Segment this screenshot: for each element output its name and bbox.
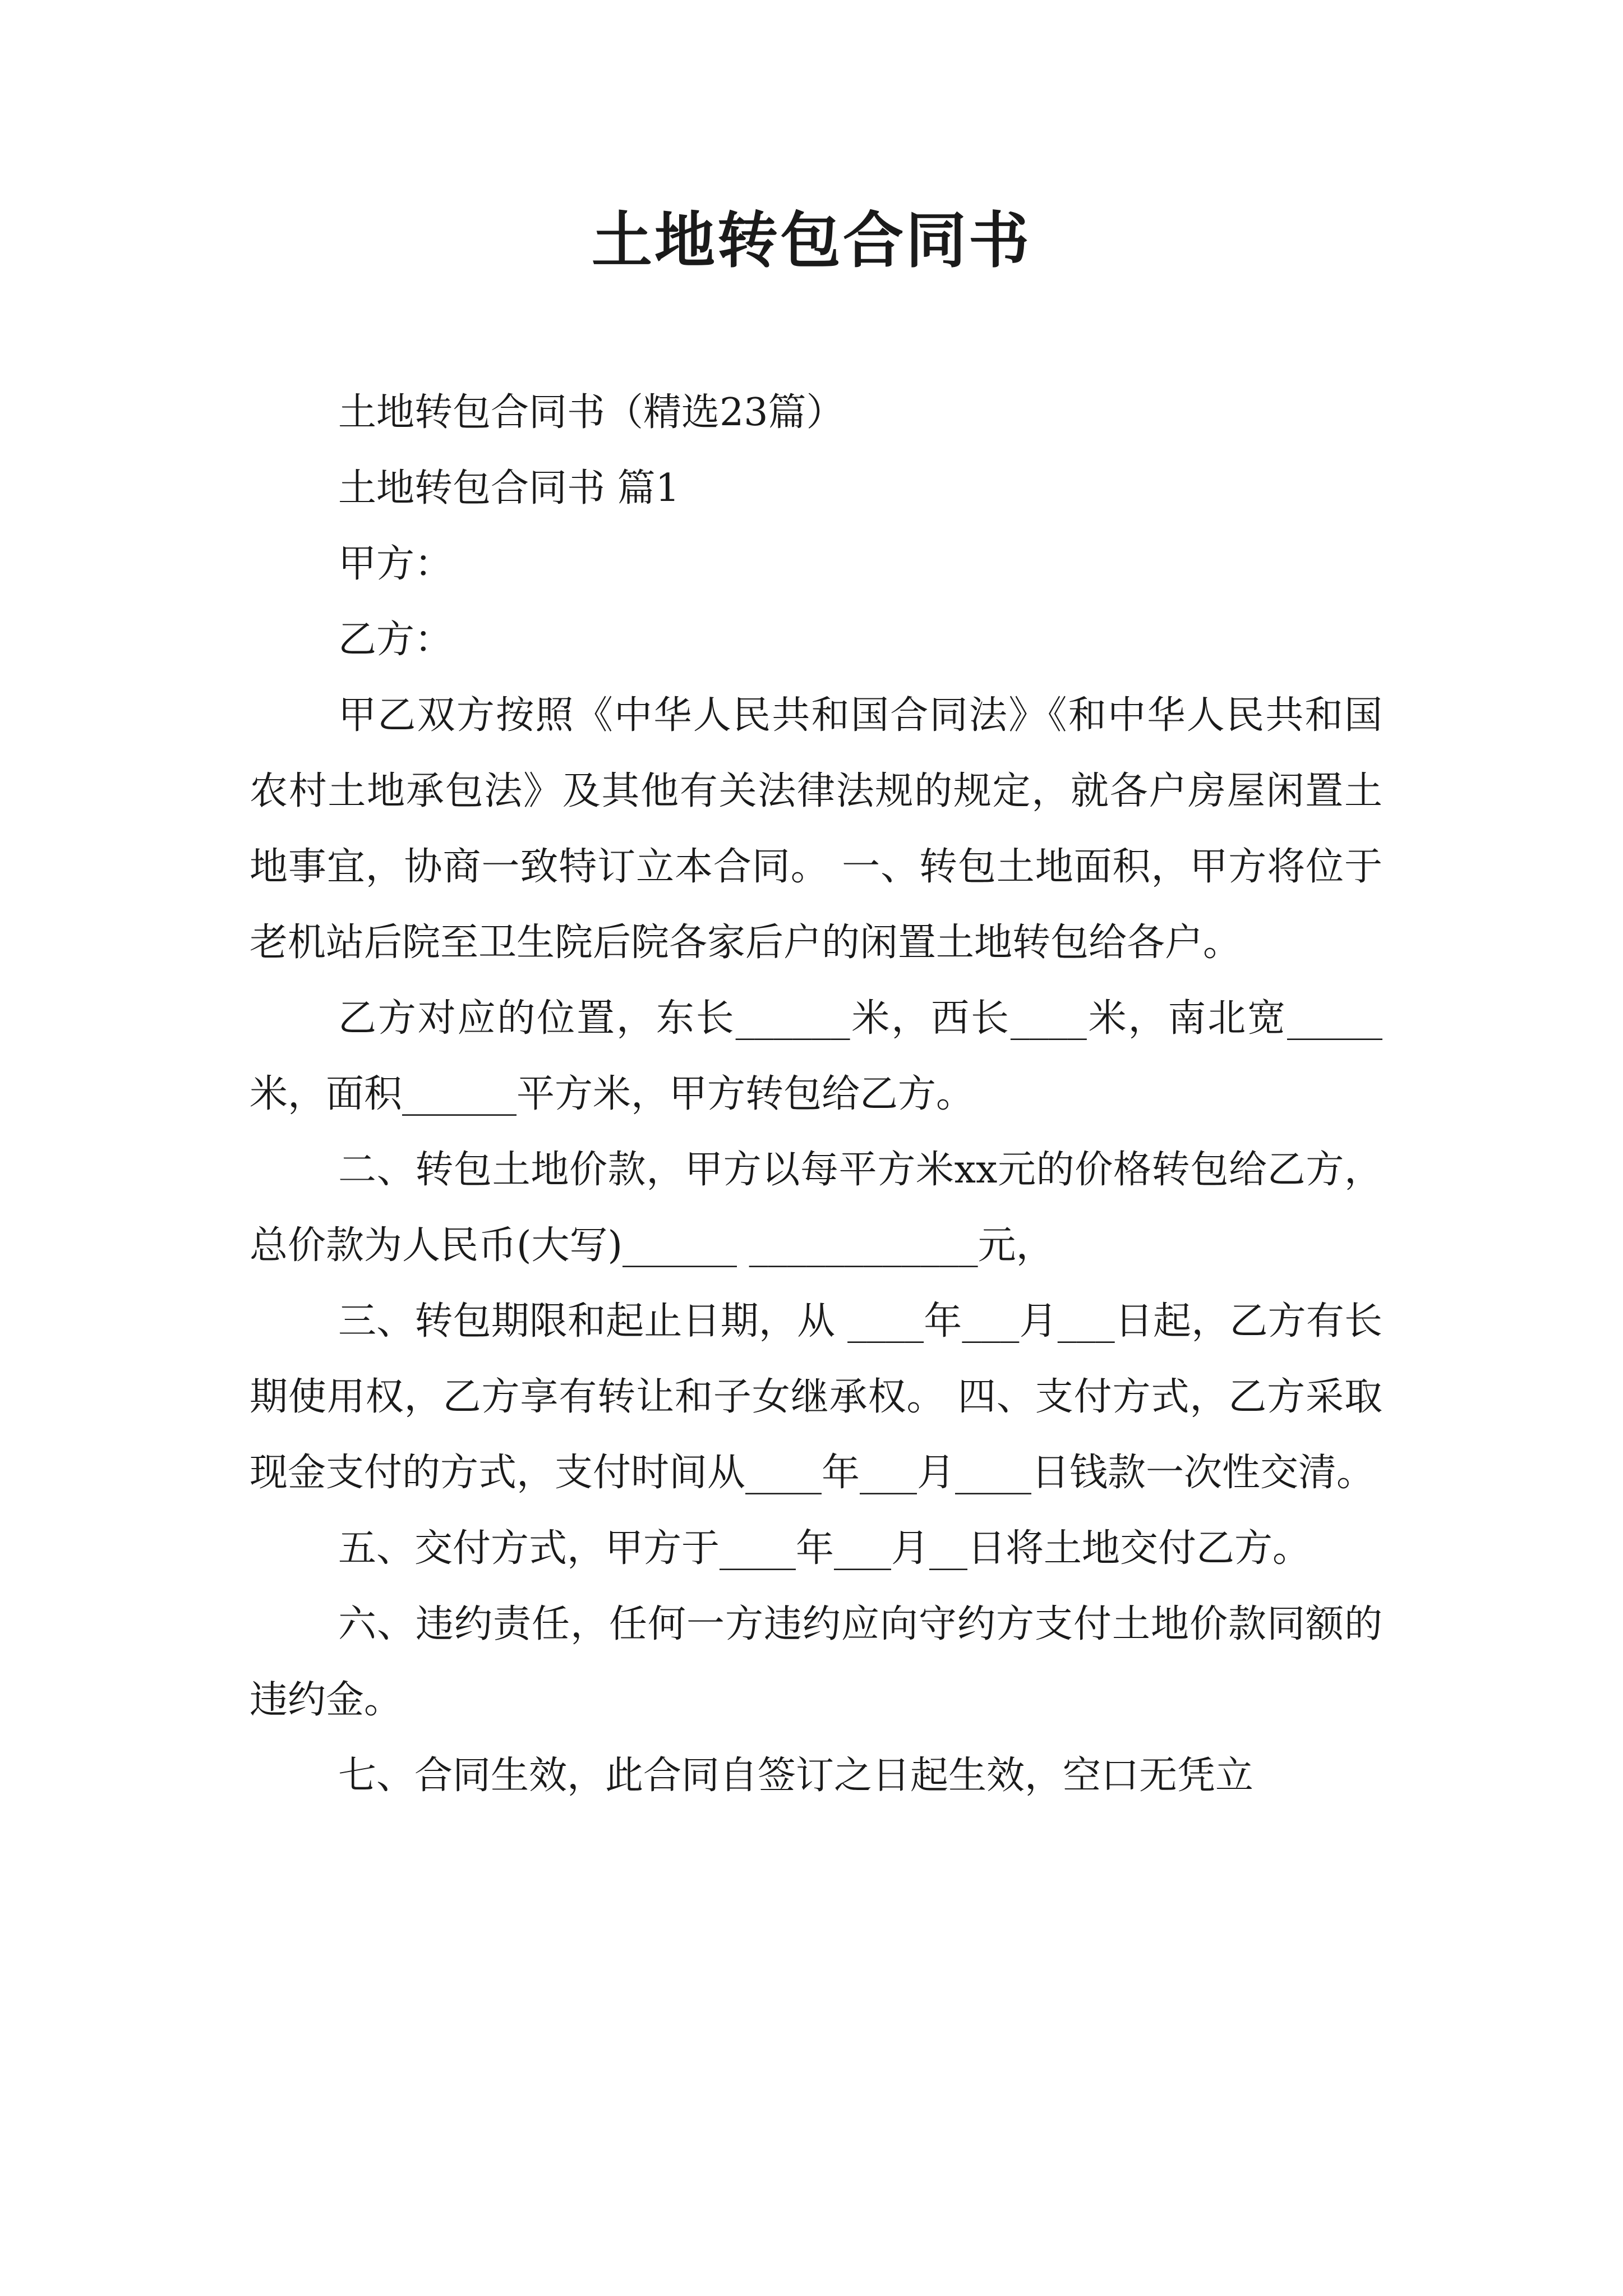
paragraph-land-location: 乙方对应的位置，东长______米，西长____米，南北宽_____米，面积______平方米，甲方转包给乙方。 <box>250 996 1382 1116</box>
paragraph-section-heading: 土地转包合同书 篇1 <box>338 466 680 510</box>
paragraph-party-a: 甲方： <box>338 542 453 586</box>
paragraph-preamble: 甲乙双方按照《中华人民共和国合同法》《和中华人民共和国农村土地承包法》及其他有关法律法规的规定，就各户房屋闲置土地事宜，协商一致特订立本合同。 一、转包土地面积，甲方将位于老机站后院至卫生院后院各家后户的闲置土地转包给各户。 <box>250 693 1382 965</box>
document-body <box>250 375 1382 1814</box>
paragraph-clause-2-price: 二、转包土地价款，甲方以每平方米xx元的价格转包给乙方，总价款为人民币(大写)______ ____________元， <box>250 1148 1382 1268</box>
paragraph-subtitle: 土地转包合同书（精选23篇） <box>338 390 845 435</box>
paragraph-party-b: 乙方： <box>338 618 453 662</box>
paragraph-clause-7-effect: 七、合同生效，此合同自签订之日起生效，空口无凭立 <box>338 1754 1254 1798</box>
paragraph-clause-3-term: 三、转包期限和起止日期，从 ____年___月___日起，乙方有长期使用权，乙方享有转让和子女继承权。 四、支付方式，乙方采取现金支付的方式，支付时间从____年___月____日钱款一次性交清。 <box>250 1299 1382 1495</box>
document-title: 土地转包合同书 <box>591 206 1031 276</box>
paragraph-clause-6-liability: 六、违约责任，任何一方违约应向守约方支付土地价款同额的违约金。 <box>250 1602 1382 1722</box>
paragraph-clause-5-delivery: 五、交付方式，甲方于____年___月__日将土地交付乙方。 <box>338 1526 1311 1571</box>
